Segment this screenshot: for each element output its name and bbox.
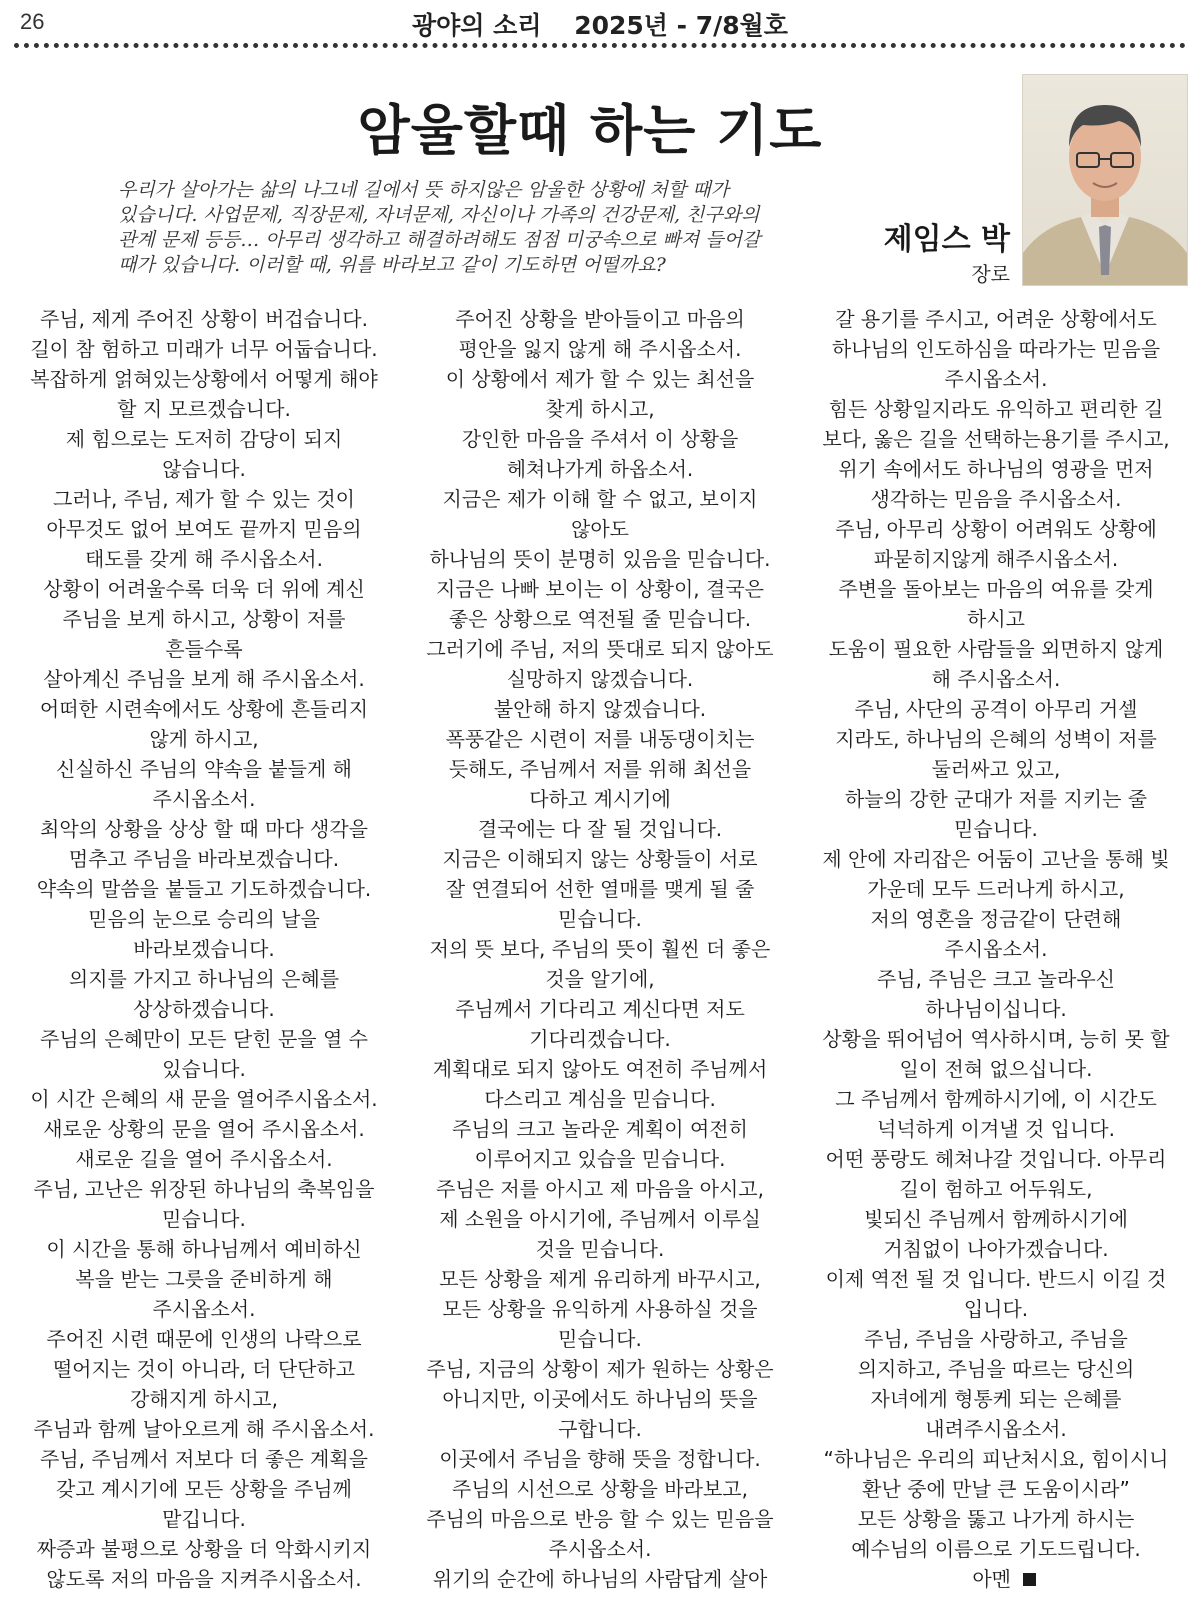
- prayer-line: 아니지만, 이곳에서도 하나님의 뜻을: [442, 1387, 758, 1411]
- prayer-line: 환난 중에 만날 큰 도움이시라”: [862, 1477, 1130, 1501]
- prayer-line: 이 시간 은혜의 새 문을 열어주시옵소서.: [30, 1087, 378, 1111]
- prayer-line: 새로운 상황의 문을 열어 주시옵소서.: [43, 1117, 365, 1141]
- prayer-line: 주시옵소서.: [944, 367, 1048, 391]
- prayer-line: 하나님이십니다.: [925, 997, 1067, 1021]
- lead-line: 관계 문제 등등… 아무리 생각하고 해결하려해도 점점 미궁속으로 빠져 들어갈: [118, 229, 761, 251]
- prayer-line: 모든 상황을 유익하게 사용하실 것을: [442, 1297, 758, 1321]
- prayer-line: 주님, 주님을 사랑하고, 주님을: [864, 1327, 1128, 1351]
- prayer-line: 주변을 돌아보는 마음의 여유를 갖게: [838, 577, 1154, 601]
- prayer-line: 일이 전혀 없으십니다.: [899, 1057, 1093, 1081]
- prayer-line: 주어진 시련 때문에 인생의 나락으로: [46, 1327, 362, 1351]
- lead-line: 있습니다. 사업문제, 직장문제, 자녀문제, 자신이나 가족의 건강문제, 친구와의: [118, 204, 760, 226]
- prayer-line: 주님, 고난은 위장된 하나님의 축복임을: [33, 1177, 375, 1201]
- prayer-line: 저의 뜻 보다, 주님의 뜻이 훨씬 더 좋은: [429, 937, 771, 961]
- publication-name: 광야의 소리: [412, 11, 542, 40]
- prayer-line: 찾게 하시고,: [545, 397, 655, 421]
- issue-label: 2025년 - 7/8월호: [574, 11, 788, 40]
- prayer-line: 실망하지 않겠습니다.: [506, 667, 694, 691]
- prayer-line: 주님의 크고 놀라운 계획이 여전히: [452, 1117, 748, 1141]
- prayer-line: 불안해 하지 않겠습니다.: [493, 697, 707, 721]
- closing-line: [806, 1564, 1186, 1594]
- prayer-line: 예수님의 이름으로 기도드립니다.: [851, 1537, 1141, 1561]
- prayer-line: 않게 하시고,: [149, 727, 259, 751]
- prayer-line: 주님의 시선으로 상황을 바라보고,: [452, 1477, 748, 1501]
- prayer-line: 이루어지고 있습을 믿습니다.: [474, 1147, 726, 1171]
- prayer-line: 주님과 함께 날아오르게 해 주시옵소서.: [33, 1417, 375, 1441]
- prayer-line: 갖고 계시기에 모든 상황을 주님께: [56, 1477, 352, 1501]
- prayer-line: 잘 연결되어 선한 열매를 맺게 될 줄: [445, 877, 755, 901]
- prayer-line: 떨어지는 것이 아니라, 더 단단하고: [52, 1357, 356, 1381]
- closing-amen: 아멘: [972, 1567, 1011, 1591]
- prayer-line: 최악의 상황을 상상 할 때 마다 생각을: [40, 817, 368, 841]
- prayer-line: 자녀에게 형통케 되는 은혜를: [870, 1387, 1122, 1411]
- prayer-line: 믿음의 눈으로 승리의 날을: [88, 907, 320, 931]
- prayer-line: 기다리겠습니다.: [529, 1027, 671, 1051]
- prayer-line: 다하고 계시기에: [529, 787, 671, 811]
- prayer-line: 해 주시옵소서.: [931, 667, 1061, 691]
- prayer-line: 상상하겠습니다.: [133, 997, 275, 1021]
- prayer-line: 지금은 나빠 보이는 이 상황이, 결국은: [436, 577, 764, 601]
- prayer-line: 좋은 상황으로 역전될 줄 믿습니다.: [448, 607, 752, 631]
- prayer-line: 어떤 풍랑도 헤쳐나갈 것입니다. 아무리: [825, 1147, 1167, 1171]
- prayer-line: 멈추고 주님을 바라보겠습니다.: [68, 847, 340, 871]
- lead-line: 때가 있습니다. 이러할 때, 위를 바라보고 같이 기도하면 어떨까요?: [118, 254, 666, 276]
- prayer-line: 믿습니다.: [558, 907, 642, 931]
- prayer-line: 주어진 상황을 받아들이고 마음의: [455, 307, 745, 331]
- prayer-line: 이 시간을 통해 하나님께서 예비하신: [46, 1237, 362, 1261]
- prayer-line: 주시옵소서.: [944, 937, 1048, 961]
- prayer-line: 생각하는 믿음을 주시옵소서.: [870, 487, 1122, 511]
- prayer-line: 모든 상황을 제게 유리하게 바꾸시고,: [439, 1267, 761, 1291]
- prayer-line: “하나님은 우리의 피난처시요, 힘이시니: [823, 1447, 1169, 1471]
- prayer-column-1: [14, 304, 394, 1594]
- prayer-line: 주시옵소서.: [152, 1297, 256, 1321]
- prayer-line: 바라보겠습니다.: [133, 937, 275, 961]
- prayer-line: 지라도, 하나님의 은혜의 성벽이 저를: [835, 727, 1157, 751]
- prayer-line: 하늘의 강한 군대가 저를 지키는 줄: [844, 787, 1148, 811]
- prayer-line: 있습니다.: [162, 1057, 246, 1081]
- prayer-line: 평안을 잃지 않게 해 주시옵소서.: [458, 337, 742, 361]
- prayer-line: 주님, 아무리 상황이 어려워도 상황에: [835, 517, 1157, 541]
- prayer-line: 헤쳐나가게 하옵소서.: [506, 457, 694, 481]
- prayer-line: 할 지 모르겠습니다.: [117, 397, 291, 421]
- prayer-line: 제 안에 자리잡은 어둠이 고난을 통해 빛: [822, 847, 1170, 871]
- prayer-line: 복잡하게 얽혀있는상황에서 어떻게 해야: [30, 367, 378, 391]
- prayer-line: 의지하고, 주님을 따르는 당신의: [857, 1357, 1135, 1381]
- prayer-line: 힘든 상황일지라도 유익하고 편리한 길: [828, 397, 1164, 421]
- prayer-line: 것을 알기에,: [545, 967, 655, 991]
- prayer-line: 하나님의 인도하심을 따라가는 믿음을: [831, 337, 1161, 361]
- prayer-line: 결국에는 다 잘 될 것입니다.: [477, 817, 723, 841]
- prayer-line: 주님, 지금의 상황이 제가 원하는 상황은: [426, 1357, 774, 1381]
- prayer-line: 위기 속에서도 하나님의 영광을 먼저: [838, 457, 1154, 481]
- prayer-line: 않아도: [571, 517, 629, 541]
- prayer-line: 그러나, 주님, 제가 할 수 있는 것이: [52, 487, 356, 511]
- prayer-line: 강해지게 하시고,: [130, 1387, 278, 1411]
- dotted-divider: [14, 43, 1186, 48]
- author-title: 장로: [971, 262, 1010, 286]
- prayer-line: 강인한 마음을 주셔서 이 상황을: [461, 427, 739, 451]
- prayer-line: 계획대로 되지 않아도 여전히 주님께서: [432, 1057, 768, 1081]
- prayer-line: 제 소원을 아시기에, 주님께서 이루실: [439, 1207, 761, 1231]
- prayer-column-2: [410, 304, 790, 1594]
- author-name: 제임스 박: [883, 222, 1010, 257]
- prayer-line: 주님은 저를 아시고 제 마음을 아시고,: [436, 1177, 764, 1201]
- prayer-line: 흔들수록: [165, 637, 243, 661]
- lead-line: 우리가 살아가는 삶의 나그네 길에서 뜻 하지않은 암울한 상황에 처할 때가: [118, 179, 730, 201]
- prayer-line: 저의 영혼을 정금같이 단련해: [870, 907, 1122, 931]
- prayer-line: 입니다.: [963, 1297, 1029, 1321]
- prayer-line: 파묻히지않게 해주시옵소서.: [873, 547, 1119, 571]
- prayer-line: 제 힘으로는 도저히 감당이 되지: [65, 427, 343, 451]
- prayer-line: 신실하신 주님의 약속을 붙들게 해: [56, 757, 352, 781]
- prayer-line: 믿습니다.: [558, 1327, 642, 1351]
- prayer-line: 주님을 보게 하시고, 상황이 저를: [62, 607, 346, 631]
- prayer-line: 위기의 순간에 하나님의 사람답게 살아: [432, 1567, 768, 1591]
- prayer-line: 않습니다.: [162, 457, 246, 481]
- prayer-line: 주님의 마음으로 반응 할 수 있는 믿음을: [426, 1507, 774, 1531]
- page-number: 26: [20, 9, 45, 34]
- prayer-line: 지금은 제가 이해 할 수 없고, 보이지: [442, 487, 758, 511]
- prayer-line: 폭풍같은 시련이 저를 내동댕이치는: [445, 727, 755, 751]
- prayer-line: 믿습니다.: [954, 817, 1038, 841]
- prayer-line: 하시고: [967, 607, 1025, 631]
- prayer-line: 살아계신 주님을 보게 해 주시옵소서.: [43, 667, 365, 691]
- prayer-line: 주님, 주님께서 저보다 더 좋은 계획을: [40, 1447, 368, 1471]
- prayer-line: 구합니다.: [558, 1417, 642, 1441]
- prayer-line: 거침없이 나아가겠습니다.: [883, 1237, 1109, 1261]
- prayer-line: 주님의 은혜만이 모든 닫힌 문을 열 수: [40, 1027, 368, 1051]
- prayer-line: 주님, 제게 주어진 상황이 버겁습니다.: [40, 307, 368, 331]
- prayer-line: 보다, 옳은 길을 선택하는용기를 주시고,: [822, 427, 1170, 451]
- prayer-line: 의지를 가지고 하나님의 은혜를: [68, 967, 340, 991]
- prayer-line: 그러기에 주님, 저의 뜻대로 되지 않아도: [426, 637, 774, 661]
- prayer-line: 주님께서 기다리고 계신다면 저도: [455, 997, 745, 1021]
- article-title: 암울할때 하는 기도: [357, 99, 823, 162]
- prayer-line: 내려주시옵소서.: [925, 1417, 1067, 1441]
- prayer-line: 짜증과 불평으로 상황을 더 악화시키지: [36, 1537, 372, 1561]
- prayer-line: 않도록 저의 마음을 지켜주시옵소서.: [46, 1567, 362, 1591]
- end-square-icon: [1023, 1573, 1036, 1586]
- prayer-line: 다스리고 계심을 믿습니다.: [484, 1087, 716, 1111]
- prayer-line: 하나님의 뜻이 분명히 있음을 믿습니다.: [429, 547, 771, 571]
- prayer-line: 주님, 사단의 공격이 아무리 거셀: [854, 697, 1138, 721]
- author-portrait-icon: [1023, 75, 1187, 285]
- prayer-line: 갈 용기를 주시고, 어려운 상황에서도: [835, 307, 1157, 331]
- prayer-line: 이제 역전 될 것 입니다. 반드시 이길 것: [825, 1267, 1167, 1291]
- prayer-line: 태도를 갖게 해 주시옵소서.: [85, 547, 323, 571]
- prayer-line: 모든 상황을 뚫고 나가게 하시는: [857, 1507, 1135, 1531]
- author-photo: [1022, 74, 1188, 286]
- prayer-line: 이곳에서 주님을 향해 뜻을 정합니다.: [439, 1447, 761, 1471]
- prayer-line: 길이 참 험하고 미래가 너무 어둡습니다.: [30, 337, 378, 361]
- prayer-line: 아무것도 없어 보여도 끝까지 믿음의: [46, 517, 362, 541]
- prayer-line: 길이 험하고 어두워도,: [899, 1177, 1093, 1201]
- prayer-line: 둘러싸고 있고,: [931, 757, 1061, 781]
- prayer-line: 것을 믿습니다.: [535, 1237, 665, 1261]
- prayer-line: 주님, 주님은 크고 놀라우신: [877, 967, 1115, 991]
- prayer-line: 복을 받는 그릇을 준비하게 해: [75, 1267, 333, 1291]
- prayer-line: 넉넉하게 이겨낼 것 입니다.: [877, 1117, 1115, 1141]
- prayer-line: 맡깁니다.: [162, 1507, 246, 1531]
- prayer-line: 어떠한 시련속에서도 상황에 흔들리지: [39, 697, 369, 721]
- prayer-line: 그 주님께서 함께하시기에, 이 시간도: [835, 1087, 1157, 1111]
- prayer-line: 이 상황에서 제가 할 수 있는 최선을: [445, 367, 755, 391]
- prayer-line: 새로운 길을 열어 주시옵소서.: [75, 1147, 333, 1171]
- publication-header: [0, 6, 1200, 42]
- prayer-line: 듯해도, 주님께서 저를 위해 최선을: [448, 757, 752, 781]
- prayer-line: 지금은 이해되지 않는 상황들이 서로: [442, 847, 758, 871]
- prayer-line: 빛되신 주님께서 함께하시기에: [864, 1207, 1128, 1231]
- prayer-line: 상황이 어려울수록 더욱 더 위에 계신: [43, 577, 365, 601]
- prayer-line: 상황을 뛰어넘어 역사하시며, 능히 못 할: [822, 1027, 1170, 1051]
- prayer-line: 믿습니다.: [162, 1207, 246, 1231]
- prayer-column-3: [806, 304, 1186, 1594]
- prayer-line: 주시옵소서.: [152, 787, 256, 811]
- prayer-line: 가운데 모두 드러나게 하시고,: [867, 877, 1125, 901]
- prayer-line: 주시옵소서.: [548, 1537, 652, 1561]
- prayer-line: 도움이 필요한 사람들을 외면하지 않게: [828, 637, 1164, 661]
- prayer-line: 약속의 말씀을 붙들고 기도하겠습니다.: [36, 877, 372, 901]
- article-lead: [118, 178, 808, 278]
